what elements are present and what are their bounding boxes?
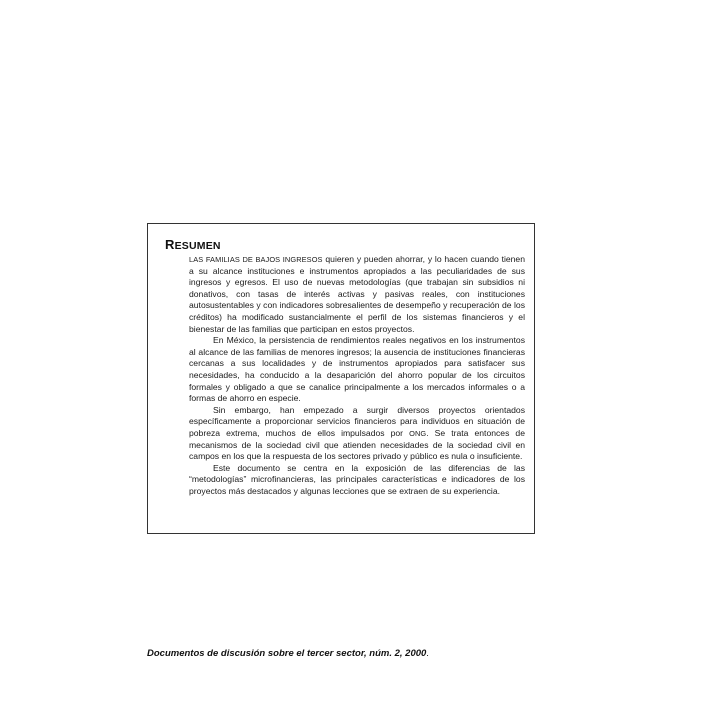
heading-initial: R — [165, 237, 175, 252]
paragraph-lead-caps: LAS FAMILIAS DE BAJOS INGRESOS — [189, 255, 323, 264]
abstract-paragraph-3 — [189, 405, 525, 463]
paragraph-text: . Se trata entonces de mecanismos de la sociedad civil que atienden necesidades de la sociedad civil en campos en los que la respuesta de los sectores privado y público es nula o insuficiente. — [189, 427, 525, 462]
abstract-paragraph-1 — [189, 254, 525, 335]
citation-period: . — [426, 648, 429, 659]
abstract-paragraph-2: En México, la persistencia de rendimientos reales negativos en los instrumentos al alcance de las familias de menores ingresos; la ausencia de instituciones financieras cercanas a sus localidades y de instrumentos apropiados para satisfacer sus necesidades, ha conducido a la desaparición del ahorro popular de los circuitos formales y obligado a que se canalice principalmente a los mercados informales o a formas de ahorro en especie. — [189, 335, 525, 404]
abstract-body — [189, 254, 525, 497]
paragraph-text: Sin embargo, han empezado a surgir diversos proyectos orientados específicamente a proporcionar servicios financieros para individuos en situación de pobreza extrema, muchos de ellos impulsados por — [189, 404, 525, 438]
acronym-ong: ONG — [409, 428, 427, 438]
abstract-box — [147, 223, 535, 534]
abstract-heading — [165, 237, 221, 252]
heading-rest: ESUMEN — [174, 240, 221, 252]
footer-citation — [147, 648, 429, 659]
abstract-paragraph-4: Este documento se centra en la exposición de las diferencias de las “metodologías” microfinancieras, las principales características e indicadores de los proyectos más destacados y algunas lecciones que se extraen de su experiencia. — [189, 462, 525, 496]
paragraph-text: quieren y pueden ahorrar, y lo hacen cuando tienen a su alcance instituciones e instrumentos apropiados a las peculiaridades de sus ingresos y egresos. El uso de nuevas metodologías (que trabajan sin subsidios ni donativos, con tasas de interés activas y pasivas reales, con instituciones autosustentables y con indicadores sobresalientes de desempeño y recuperación de los créditos) ha modificado sustancialmente el perfil de los sistemas financieros y el bienestar de las familias que participan en estos proyectos. — [189, 254, 525, 334]
citation-text: Documentos de discusión sobre el tercer sector, núm. 2, 2000 — [147, 648, 427, 659]
